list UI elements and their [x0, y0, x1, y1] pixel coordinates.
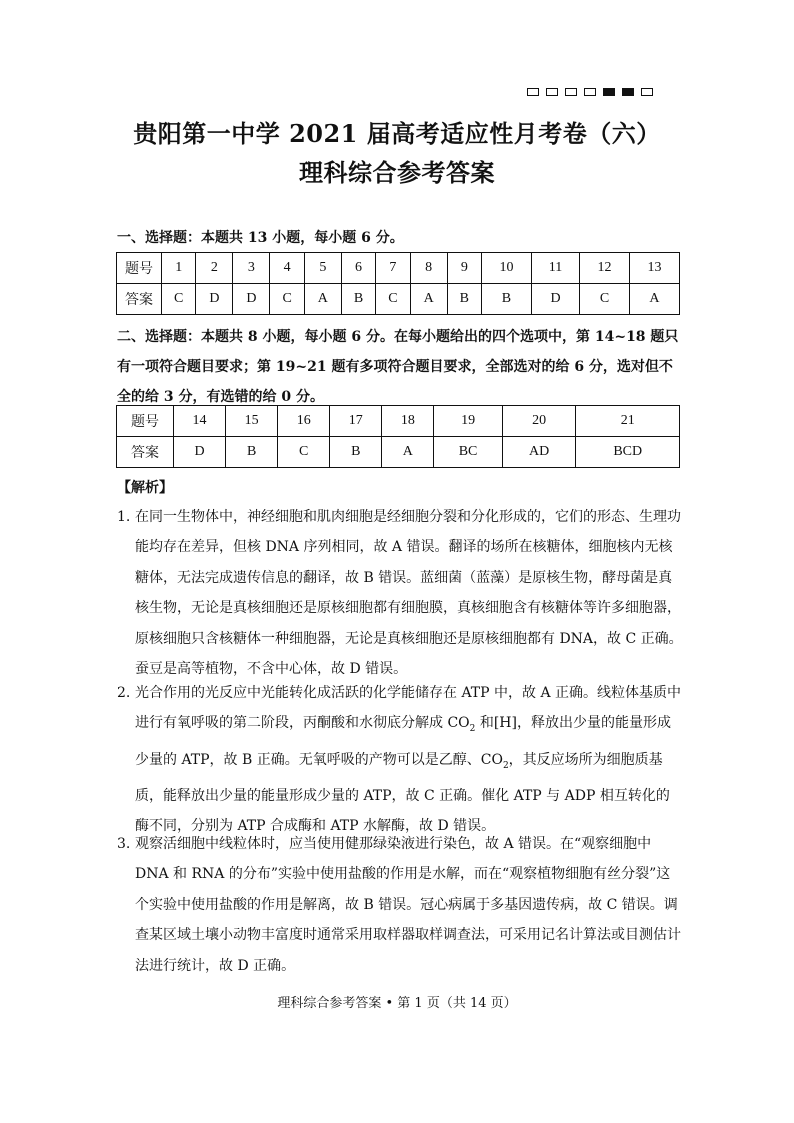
answer-cell: B — [447, 284, 481, 315]
question-number: 14 — [174, 406, 226, 437]
item-number: 3. — [117, 836, 131, 852]
answer-cell: BCD — [576, 437, 680, 468]
header-mark — [603, 88, 615, 96]
page-title: 贵阳第一中学 2021 届高考适应性月考卷（六） — [133, 119, 661, 148]
row-label: 答案 — [117, 437, 174, 468]
question-number: 4 — [270, 253, 304, 284]
item-text-part: 光合作用的光反应中光能转化成活跃的化学能储存在 ATP 中，故 A 正确。线粒体基质中进行有氧呼吸的第二阶段，丙酮酸和水彻底分解成 CO — [135, 685, 682, 732]
question-number: 8 — [410, 253, 447, 284]
answer-cell: A — [304, 284, 341, 315]
question-number: 12 — [580, 253, 630, 284]
question-number: 11 — [531, 253, 579, 284]
question-number: 1 — [162, 253, 196, 284]
answer-cell: A — [410, 284, 447, 315]
row-label: 答案 — [117, 284, 162, 315]
answer-cell: D — [196, 284, 233, 315]
question-number: 5 — [304, 253, 341, 284]
question-number: 7 — [376, 253, 410, 284]
answer-cell: A — [629, 284, 679, 315]
page-subtitle: 理科综合参考答案 — [299, 158, 495, 187]
item-number: 2. — [117, 685, 131, 701]
analysis-item — [117, 829, 683, 981]
item-text-part: 和[H]，释放出少量的能量形成少量的 ATP，故 B 正确。无氧呼吸的产物可以是乙醇、CO — [135, 715, 671, 768]
section1-answer-table — [116, 252, 680, 315]
item-number: 1. — [117, 509, 131, 525]
question-number: 10 — [482, 253, 532, 284]
answer-cell: C — [162, 284, 196, 315]
question-number: 9 — [447, 253, 481, 284]
header-mark — [546, 88, 558, 96]
question-number: 16 — [278, 406, 330, 437]
item-text — [135, 678, 683, 842]
question-number: 21 — [576, 406, 680, 437]
item-text-part: ，其反应场所为细胞质基质，能释放出少量的能量形成少量的 ATP，故 C 正确。催化 ATP 与 ADP 相互转化的酶不同，分别为 ATP 合成酶和 ATP 水解酶，故 D 错误。 — [135, 751, 670, 835]
analysis-heading: 【解析】 — [117, 480, 173, 496]
answer-cell: BC — [434, 437, 502, 468]
table-row — [117, 253, 680, 284]
answer-cell: C — [376, 284, 410, 315]
answer-cell: A — [382, 437, 434, 468]
header-mark — [584, 88, 596, 96]
table-row — [117, 406, 680, 437]
item-text: 观察活细胞中线粒体时，应当使用健那绿染液进行染色，故 A 错误。在“观察细胞中 DNA 和 RNA 的分布”实验中使用盐酸的作用是水解，而在“观察植物细胞有丝分裂”这个实验中使用盐酸的作用是解离，故 B 错误。冠心病属于多基因遗传病，故 C 错误。调查某区域土壤小动物丰富度时通常采用取样器取样调查法，可采用记名计算法或目测估计法进行统计，故 D 正确。 — [135, 836, 681, 974]
answer-cell: C — [270, 284, 304, 315]
question-number: 19 — [434, 406, 502, 437]
question-number: 13 — [629, 253, 679, 284]
header-mark — [622, 88, 634, 96]
answer-cell: B — [330, 437, 382, 468]
answer-cell: D — [531, 284, 579, 315]
question-number: 6 — [341, 253, 375, 284]
question-number: 3 — [233, 253, 270, 284]
header-mark — [527, 88, 539, 96]
question-number: 18 — [382, 406, 434, 437]
item-text: 在同一生物体中，神经细胞和肌肉细胞是经细胞分裂和分化形成的，它们的形态、生理功能均存在差异，但核 DNA 序列相同，故 A 错误。翻译的场所在核糖体，细胞核内无核糖体，无法完成遗传信息的翻译，故 B 错误。蓝细菌（蓝藻）是原核生物，酵母菌是真核生物，无论是真核细胞还是原核细胞都有细胞膜，真核细胞含有核糖体等许多细胞器，原核细胞只含核糖体一种细胞器，无论是真核细胞还是原核细胞都有 DNA，故 C 正确。蚕豆是高等植物，不含中心体，故 D 错误。 — [135, 509, 683, 678]
table-row — [117, 437, 680, 468]
page-footer: 理科综合参考答案 • 第 1 页（共 14 页） — [277, 996, 517, 1011]
subscript: 2 — [502, 760, 509, 771]
row-label: 题号 — [117, 406, 174, 437]
question-number: 20 — [502, 406, 576, 437]
answer-cell: B — [482, 284, 532, 315]
answer-cell: C — [580, 284, 630, 315]
header-marks — [527, 88, 653, 96]
answer-cell: B — [341, 284, 375, 315]
section2-heading: 二、选择题：本题共 8 小题，每小题 6 分。在每小题给出的四个选项中，第 14~18 题只有一项符合题目要求；第 19~21 题有多项符合题目要求，全部选对的给 6 分，选对但不全的给 3 分，有选错的给 0 分。 — [117, 329, 679, 405]
section1-heading: 一、选择题：本题共 13 小题，每小题 6 分。 — [117, 230, 404, 246]
table-row — [117, 284, 680, 315]
header-mark — [565, 88, 577, 96]
section2-answer-table — [116, 405, 680, 468]
question-number: 17 — [330, 406, 382, 437]
subscript: 2 — [469, 724, 476, 735]
answer-cell: C — [278, 437, 330, 468]
question-number: 2 — [196, 253, 233, 284]
answer-cell: D — [174, 437, 226, 468]
row-label: 题号 — [117, 253, 162, 284]
answer-cell: B — [226, 437, 278, 468]
analysis-item — [117, 678, 683, 842]
analysis-item — [117, 502, 683, 684]
answer-cell: D — [233, 284, 270, 315]
question-number: 15 — [226, 406, 278, 437]
answer-cell: AD — [502, 437, 576, 468]
header-mark — [641, 88, 653, 96]
